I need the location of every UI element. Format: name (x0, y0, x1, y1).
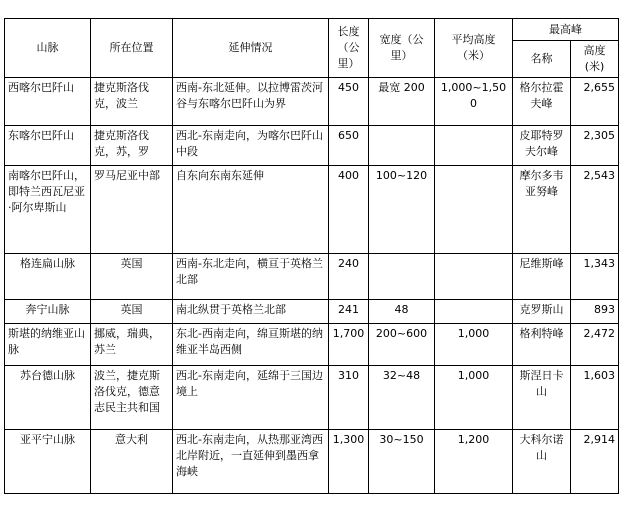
cell-name: 西喀尔巴阡山 (5, 78, 91, 126)
header-name: 山脉 (5, 19, 91, 78)
cell-width: 100~120 (369, 166, 435, 254)
cell-avg-height (435, 166, 513, 254)
cell-name: 格连扁山脉 (5, 254, 91, 300)
header-location: 所在位置 (91, 19, 173, 78)
cell-peak: 克罗斯山 (513, 300, 571, 324)
cell-width (369, 254, 435, 300)
cell-length: 240 (329, 254, 369, 300)
cell-peak-height: 2,472 (571, 324, 619, 366)
cell-length: 650 (329, 126, 369, 166)
cell-width (369, 126, 435, 166)
header-length: 长度（公里） (329, 19, 369, 78)
cell-peak: 格利特峰 (513, 324, 571, 366)
cell-peak: 尼维斯峰 (513, 254, 571, 300)
header-extension: 延伸情况 (173, 19, 329, 78)
cell-peak: 摩尔多韦亚努峰 (513, 166, 571, 254)
header-width: 宽度（公里） (369, 19, 435, 78)
header-avg-height: 平均高度（米） (435, 19, 513, 78)
cell-location: 波兰，捷克斯洛伐克，德意志民主共和国 (91, 366, 173, 430)
cell-extension: 西南-东北延伸。以拉博雷茨河谷与东喀尔巴阡山为界 (173, 78, 329, 126)
table-row (5, 254, 619, 300)
cell-peak: 格尔拉霍夫峰 (513, 78, 571, 126)
cell-peak-height: 893 (571, 300, 619, 324)
cell-width: 最宽 200 (369, 78, 435, 126)
mountain-table (4, 18, 619, 494)
cell-length: 1,300 (329, 430, 369, 494)
cell-peak-height: 2,655 (571, 78, 619, 126)
cell-avg-height (435, 126, 513, 166)
cell-avg-height: 1,000 (435, 366, 513, 430)
cell-location: 意大利 (91, 430, 173, 494)
cell-extension: 东北-西南走向，绵亘斯堪的纳维亚半岛西侧 (173, 324, 329, 366)
cell-location: 挪威，瑞典，苏兰 (91, 324, 173, 366)
cell-name: 东喀尔巴阡山 (5, 126, 91, 166)
cell-peak-height: 2,305 (571, 126, 619, 166)
cell-length: 1,700 (329, 324, 369, 366)
header-peak-height: 高度(米) (571, 41, 619, 78)
cell-peak-height: 2,543 (571, 166, 619, 254)
table-row (5, 126, 619, 166)
cell-location: 捷克斯洛伐克，波兰 (91, 78, 173, 126)
cell-name: 斯堪的纳维亚山脉 (5, 324, 91, 366)
cell-location: 捷克斯洛伐克，苏，罗 (91, 126, 173, 166)
cell-length: 310 (329, 366, 369, 430)
cell-avg-height: 1,200 (435, 430, 513, 494)
table-row (5, 166, 619, 254)
cell-length: 400 (329, 166, 369, 254)
cell-length: 241 (329, 300, 369, 324)
cell-avg-height (435, 300, 513, 324)
cell-avg-height: 1,000~1,500 (435, 78, 513, 126)
cell-location: 英国 (91, 254, 173, 300)
cell-extension: 西北-东南走向，从热那亚湾西北岸附近，一直延伸到墨西拿海峡 (173, 430, 329, 494)
cell-extension: 西北-东南走向，延绵于三国边境上 (173, 366, 329, 430)
cell-width: 32~48 (369, 366, 435, 430)
cell-peak-height: 1,603 (571, 366, 619, 430)
cell-width: 48 (369, 300, 435, 324)
table-row (5, 300, 619, 324)
cell-extension: 西南-东北走向，横亘于英格兰北部 (173, 254, 329, 300)
cell-location: 英国 (91, 300, 173, 324)
table-row (5, 78, 619, 126)
cell-peak: 皮耶特罗夫尔峰 (513, 126, 571, 166)
cell-name: 南喀尔巴阡山，即特兰西瓦尼亚·阿尔卑斯山 (5, 166, 91, 254)
header-highest: 最高峰 (513, 19, 619, 41)
cell-avg-height: 1,000 (435, 324, 513, 366)
cell-extension: 南北纵贯于英格兰北部 (173, 300, 329, 324)
cell-peak-height: 1,343 (571, 254, 619, 300)
header-peak-name: 名称 (513, 41, 571, 78)
cell-name: 苏台德山脉 (5, 366, 91, 430)
cell-peak: 大科尔诺山 (513, 430, 571, 494)
cell-name: 亚平宁山脉 (5, 430, 91, 494)
cell-width: 200~600 (369, 324, 435, 366)
table-row (5, 430, 619, 494)
cell-location: 罗马尼亚中部 (91, 166, 173, 254)
cell-width: 30~150 (369, 430, 435, 494)
cell-extension: 自东向东南东延伸 (173, 166, 329, 254)
table-row (5, 324, 619, 366)
cell-peak: 斯涅日卡山 (513, 366, 571, 430)
cell-peak-height: 2,914 (571, 430, 619, 494)
cell-name: 奔宁山脉 (5, 300, 91, 324)
cell-length: 450 (329, 78, 369, 126)
cell-avg-height (435, 254, 513, 300)
cell-extension: 西北-东南走向，为喀尔巴阡山中段 (173, 126, 329, 166)
table-row (5, 366, 619, 430)
